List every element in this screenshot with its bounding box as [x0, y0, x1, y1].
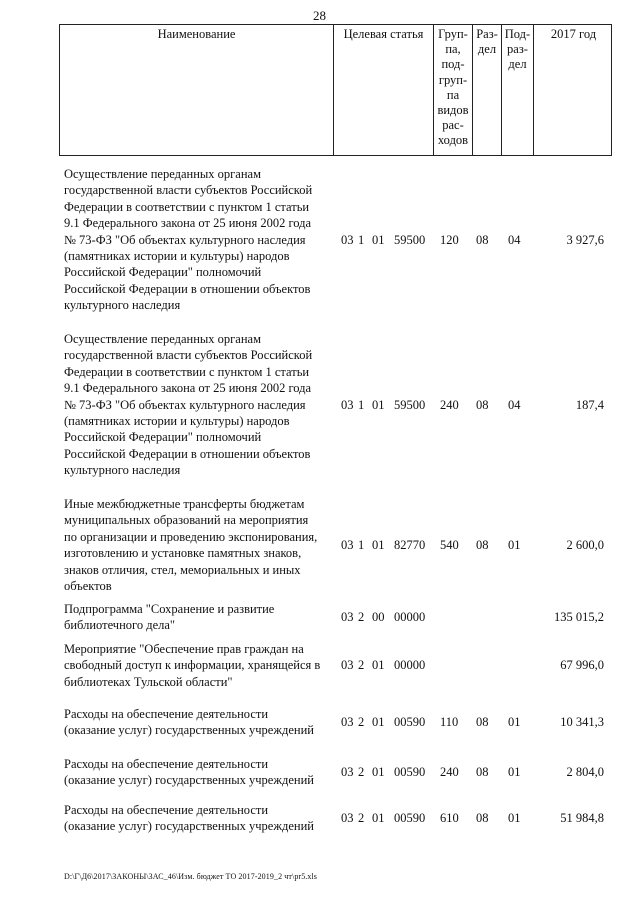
row-name-line: Российской Федерации" полномочий	[64, 430, 262, 445]
row-name-line: Федерации в соответствии с пунктом 1 статьи	[64, 364, 310, 379]
row-name-line: (оказание услуг) государственных учреждений	[64, 773, 314, 788]
header-line: рас-	[442, 118, 464, 133]
subprogram-code: 2	[358, 658, 365, 673]
subsection-code: 01	[508, 811, 521, 826]
row-name-line: библиотеках Тульской области"	[64, 674, 233, 689]
main-event-code: 01	[372, 397, 385, 412]
program-code: 03	[341, 610, 354, 625]
header-line: под-	[441, 57, 465, 72]
program-code: 03	[341, 765, 354, 780]
row-name-line: Российской Федерации в отношении объектов	[64, 446, 311, 461]
subsection-code: 01	[508, 715, 521, 730]
row-name-line: объектов	[64, 579, 112, 594]
row-name-line: культурного наследия	[64, 463, 181, 478]
main-event-code: 01	[372, 232, 385, 247]
program-code: 03	[341, 232, 354, 247]
direction-code: 00590	[394, 811, 426, 826]
direction-code: 59500	[394, 397, 426, 412]
subprogram-code: 2	[358, 715, 365, 730]
program-code: 03	[341, 538, 354, 552]
row-name-line: (памятниках истории и культуры) народов	[64, 414, 290, 429]
subsection-code: 01	[508, 538, 521, 552]
main-event-code: 01	[372, 811, 385, 826]
subprogram-code: 1	[358, 232, 365, 247]
row-name-line: свободный доступ к информации, хранящейся в	[64, 658, 321, 673]
header-line: Под-	[504, 27, 531, 41]
row-name-line: 9.1 Федерального закона от 25 июня 2002 года	[64, 216, 312, 231]
program-code: 03	[341, 397, 354, 412]
row-name-line: (оказание услуг) государственных учреждений	[64, 819, 314, 834]
header-line: раз-	[507, 42, 528, 57]
header-section	[473, 27, 501, 57]
header-subsection	[502, 27, 533, 73]
section-code: 08	[476, 715, 489, 730]
page-number: 28	[313, 8, 326, 23]
row-name-line: культурного наследия	[64, 298, 181, 313]
direction-code: 00000	[394, 610, 426, 625]
header-line: дел	[508, 57, 527, 72]
section-code: 08	[476, 765, 489, 780]
row-name-line: № 73-ФЗ "Об объектах культурного наследия	[64, 232, 306, 247]
row-name-line: библиотечного дела"	[64, 618, 176, 633]
amount-2017: 3 927,6	[566, 232, 604, 247]
row-name-line: Расходы на обеспечение деятельности	[64, 757, 269, 771]
row-name	[64, 706, 336, 739]
section-code: 08	[476, 538, 489, 552]
header-expense-group	[434, 27, 472, 149]
header-line: па	[446, 87, 460, 102]
expense-group-code: 540	[440, 538, 459, 552]
header-name: Наименование	[157, 27, 236, 41]
section-code: 08	[476, 232, 489, 247]
subprogram-code: 2	[358, 811, 365, 826]
subsection-code: 04	[508, 232, 521, 247]
amount-2017: 10 341,3	[560, 715, 604, 730]
expense-group-code: 610	[440, 811, 459, 826]
row-name-line: муниципальных образований на мероприятия	[64, 513, 309, 528]
subsection-code: 01	[508, 765, 521, 780]
header-year-2017: 2017 год	[550, 27, 597, 41]
amount-2017: 51 984,8	[560, 811, 604, 826]
amount-2017: 187,4	[575, 397, 604, 412]
subprogram-code: 2	[358, 765, 365, 780]
column-divider	[533, 25, 534, 155]
row-name-line: № 73-ФЗ "Об объектах культурного наследия	[64, 397, 306, 412]
expense-group-code: 120	[440, 232, 459, 247]
direction-code: 00590	[394, 715, 426, 730]
subprogram-code: 2	[358, 610, 365, 625]
section-code: 08	[476, 811, 489, 826]
row-name-line: Осуществление переданных органам	[64, 332, 261, 346]
direction-code: 00000	[394, 658, 426, 673]
expense-group-code: 240	[440, 765, 459, 780]
row-name-line: Федерации в соответствии с пунктом 1 статьи	[64, 199, 310, 214]
expense-group-code: 110	[440, 715, 459, 730]
main-event-code: 01	[372, 715, 385, 730]
subprogram-code: 1	[358, 538, 365, 552]
main-event-code: 01	[372, 658, 385, 673]
row-name-line: Российской Федерации" полномочий	[64, 265, 262, 280]
row-name-line: знаков отличия, стел, мемориальных и иных	[64, 562, 301, 577]
amount-2017: 67 996,0	[560, 658, 604, 673]
row-name-line: Расходы на обеспечение деятельности	[64, 803, 269, 817]
table-header	[59, 24, 612, 156]
amount-2017: 2 600,0	[566, 538, 604, 552]
subprogram-code: 1	[358, 397, 365, 412]
expense-group-code: 240	[440, 397, 459, 412]
row-name	[64, 166, 336, 314]
row-name-line: (памятниках истории и культуры) народов	[64, 249, 290, 264]
main-event-code: 00	[372, 610, 385, 625]
row-name	[64, 496, 336, 594]
amount-2017: 2 804,0	[566, 765, 604, 780]
header-line: груп-	[438, 72, 468, 87]
program-code: 03	[341, 715, 354, 730]
header-line: Раз-	[476, 27, 498, 41]
row-name	[64, 802, 336, 835]
row-name-line: государственной власти субъектов Российской	[64, 183, 313, 198]
row-name-line: Российской Федерации в отношении объектов	[64, 281, 311, 296]
header-line: ходов	[437, 133, 469, 148]
program-code: 03	[341, 811, 354, 826]
header-line: па,	[445, 42, 461, 57]
header-line: Груп-	[438, 27, 468, 41]
direction-code: 59500	[394, 232, 426, 247]
row-name-line: Мероприятие "Обеспечение прав граждан на	[64, 642, 304, 656]
row-name-line: по организации и проведению экспонирования,	[64, 529, 318, 544]
main-event-code: 01	[372, 765, 385, 780]
header-target-article: Целевая статья	[343, 27, 424, 41]
header-line: видов	[437, 103, 469, 118]
row-name	[64, 641, 336, 690]
row-name-line: 9.1 Федерального закона от 25 июня 2002 года	[64, 381, 312, 396]
column-divider	[333, 25, 334, 155]
row-name-line: Подпрограмма "Сохранение и развитие	[64, 602, 275, 616]
program-code: 03	[341, 658, 354, 673]
row-name-line: Расходы на обеспечение деятельности	[64, 707, 269, 721]
row-name-line: государственной власти субъектов Российской	[64, 348, 313, 363]
row-name-line: Осуществление переданных органам	[64, 167, 261, 181]
row-name-line: Иные межбюджетные трансферты бюджетам	[64, 497, 305, 511]
direction-code: 82770	[394, 538, 426, 552]
row-name	[64, 331, 336, 479]
row-name	[64, 756, 336, 789]
subsection-code: 04	[508, 397, 521, 412]
main-event-code: 01	[372, 538, 385, 552]
row-name-line: изготовлению и установке памятных знаков,	[64, 546, 302, 561]
amount-2017: 135 015,2	[554, 610, 604, 625]
header-line: дел	[477, 42, 497, 57]
direction-code: 00590	[394, 765, 426, 780]
section-code: 08	[476, 397, 489, 412]
row-name	[64, 601, 336, 634]
row-name-line: (оказание услуг) государственных учреждений	[64, 723, 314, 738]
footer-file-path: D:\Г\Д6\2017\ЗАКОНЫ\ЗАС_46\Изм. бюджет ТО 2017-2019_2 чт\pr5.xls	[64, 872, 318, 881]
